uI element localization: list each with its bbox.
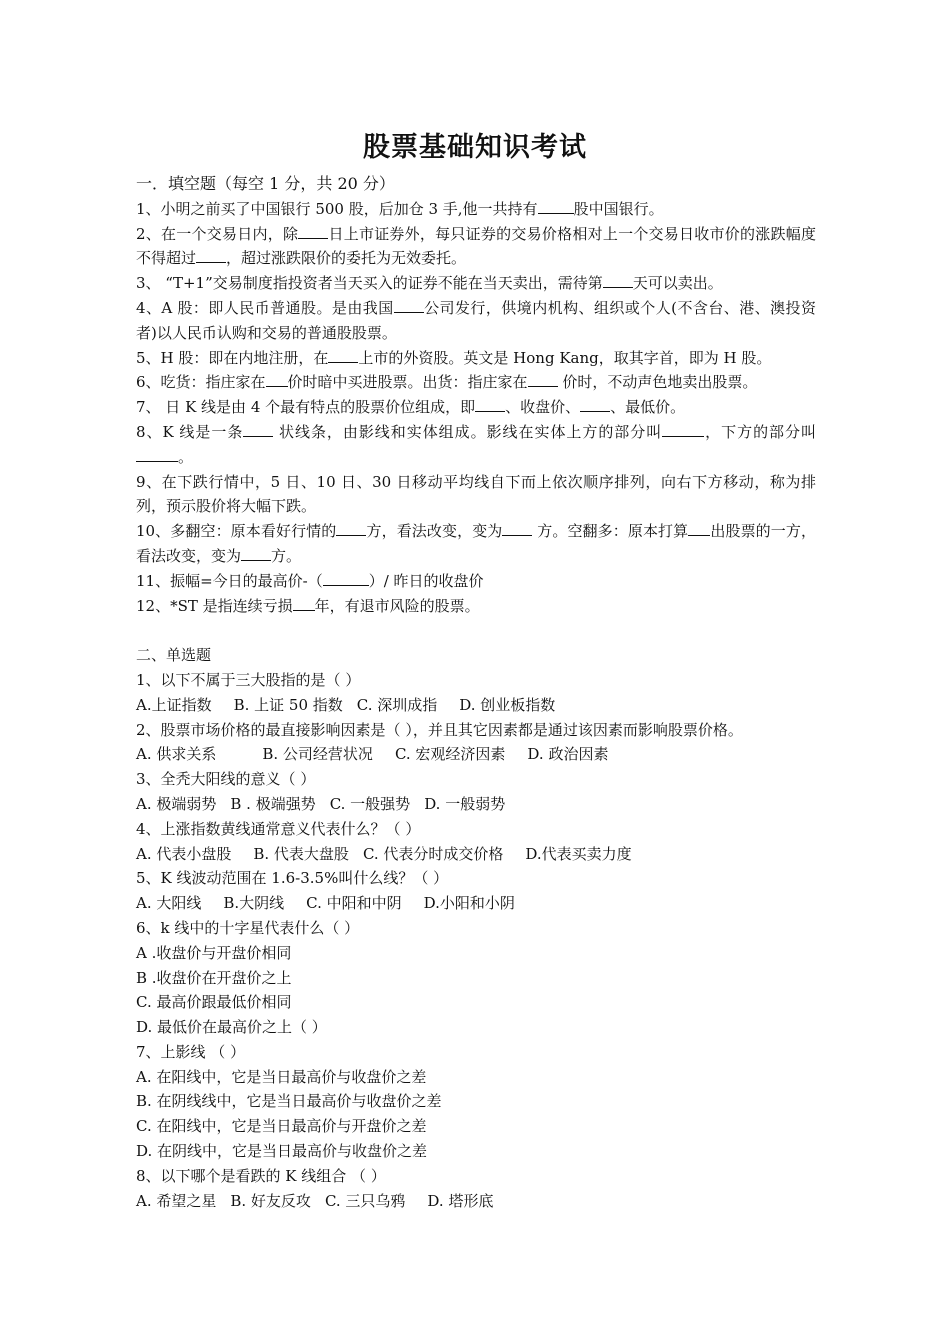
question-2: 2、在一个交易日内，除 日上市证券外，每只证券的交易价格相对上一个交易日收市价的涨跌幅度不得超过 ，超过涨跌限价的委托为无效委托。 [136, 224, 816, 268]
answer-blank[interactable] [336, 520, 366, 536]
option[interactable]: A. 希望之星 [136, 1191, 217, 1210]
option[interactable]: B. 公司经营状况 [262, 745, 373, 764]
question-5: 5、H 股：即在内地注册，在 上市的外资股。英文是 Hong Kang，取其字首，即为 H 股。 [136, 348, 772, 367]
option[interactable]: D. 在阴线中，它是当日最高价与收盘价之差 [136, 1142, 428, 1161]
choice-question: 8、以下哪个是看跌的 K 线组合 （ ） [136, 1166, 386, 1185]
exam-content [136, 172, 816, 1213]
answer-blank[interactable] [662, 421, 704, 437]
option[interactable]: C. 最高价跟最低价相同 [136, 993, 292, 1012]
choice-question: 2、股票市场价格的最直接影响因素是（ ），并且其它因素都是通过该因素而影响股票价格。 [136, 720, 743, 739]
option[interactable]: A. 极端弱势 [136, 794, 217, 813]
answer-blank[interactable] [580, 396, 610, 412]
question-9: 9、在下跌行情中，5 日、10 日、30 日移动平均线自下而上依次顺序排列，向右下方移动，称为排列，预示股价将大幅下跌。 [136, 472, 816, 516]
choice-options [136, 742, 816, 767]
option[interactable]: D. 一般弱势 [424, 794, 506, 813]
option[interactable]: C. 深圳成指 [356, 695, 438, 714]
option[interactable]: B . 极端强势 [230, 794, 316, 813]
choice-options [136, 842, 816, 867]
option[interactable]: C. 一般强势 [329, 794, 411, 813]
option[interactable]: B. 上证 50 指数 [233, 695, 343, 714]
choice-options [136, 693, 816, 718]
choice-options [136, 891, 816, 916]
option[interactable]: A.上证指数 [136, 695, 212, 714]
question-8: 8、K 线是一条 状线条，由影线和实体组成。影线在实体上方的部分叫 ，下方的部分叫。 [136, 422, 816, 466]
option[interactable]: C. 中阳和中阴 [306, 894, 402, 913]
answer-blank[interactable] [136, 446, 178, 462]
answer-blank[interactable] [394, 297, 424, 313]
choice-question: 4、上涨指数黄线通常意义代表什么？（ ） [136, 819, 421, 838]
option[interactable]: C. 宏观经济因素 [394, 745, 506, 764]
choice-options [136, 1189, 816, 1214]
question-3: 3、 “T+1”交易制度指投资者当天买入的证券不能在当天卖出，需待第 天可以卖出。 [136, 274, 723, 293]
option[interactable]: D.代表买卖力度 [525, 844, 632, 863]
answer-blank[interactable] [688, 520, 710, 536]
question-4: 4、A 股：即人民币普通股。是由我国 公司发行，供境内机构、组织或个人(不含台、港、澳投资者)以人民币认购和交易的普通股股票。 [136, 298, 816, 342]
option[interactable]: C. 在阳线中，它是当日最高价与开盘价之差 [136, 1117, 427, 1136]
option[interactable]: B. 在阴线线中，它是当日最高价与收盘价之差 [136, 1092, 442, 1111]
option[interactable]: A. 大阳线 [136, 894, 202, 913]
option[interactable]: C. 代表分时成交价格 [362, 844, 504, 863]
question-6: 6、吃货：指庄家在 价时暗中买进股票。出货：指庄家在 价时，不动声色地卖出股票。 [136, 373, 758, 392]
question-10: 10、多翻空：原本看好行情的 方，看法改变，变为 方。空翻多：原本打算 出股票的一方，看法改变，变为 方。 [136, 522, 816, 565]
option[interactable]: B. 好友反攻 [230, 1191, 311, 1210]
answer-blank[interactable] [603, 272, 633, 288]
answer-blank[interactable] [241, 545, 271, 561]
answer-blank[interactable] [266, 371, 288, 387]
section-heading-fill-in: 一．填空题（每空 1 分，共 20 分） [136, 174, 395, 193]
answer-blank[interactable] [243, 421, 273, 437]
option[interactable]: D. 最低价在最高价之上（ ） [136, 1018, 327, 1037]
question-11: 11、振幅=今日的最高价-（ ）/ 昨日的收盘价 [136, 571, 484, 590]
answer-blank[interactable] [196, 247, 226, 263]
option[interactable]: A. 代表小盘股 [136, 844, 232, 863]
option[interactable]: D.小阳和小阴 [423, 894, 515, 913]
question-1: 1、小明之前买了中国银行 500 股，后加仓 3 手,他一共持有 股中国银行。 [136, 199, 664, 218]
option[interactable]: A. 供求关系 [136, 745, 217, 764]
choice-question: 6、k 线中的十字星代表什么（ ） [136, 918, 360, 937]
answer-blank[interactable] [293, 595, 315, 611]
option[interactable]: D. 政治因素 [527, 745, 609, 764]
answer-blank[interactable] [502, 520, 532, 536]
choice-question: 1、以下不属于三大股指的是（ ） [136, 670, 361, 689]
answer-blank[interactable] [328, 347, 358, 363]
question-7: 7、 日 K 线是由 4 个最有特点的股票价位组成，即 、收盘价、 、最低价。 [136, 398, 686, 417]
option[interactable]: C. 三只乌鸦 [324, 1191, 406, 1210]
section-heading-single-choice: 二、单选题 [136, 646, 212, 665]
answer-blank[interactable] [528, 371, 558, 387]
option[interactable]: B .收盘价在开盘价之上 [136, 968, 292, 987]
option[interactable]: A .收盘价与开盘价相同 [136, 943, 292, 962]
answer-blank[interactable] [323, 570, 369, 586]
answer-blank[interactable] [298, 223, 328, 239]
choice-question: 7、上影线 （ ） [136, 1042, 246, 1061]
choice-question: 5、K 线波动范围在 1.6-3.5%叫什么线？（ ） [136, 869, 449, 888]
section-spacer [136, 618, 816, 643]
answer-blank[interactable] [475, 396, 505, 412]
answer-blank[interactable] [538, 198, 574, 214]
option[interactable]: D. 创业板指数 [459, 695, 556, 714]
option[interactable]: B.大阴线 [223, 894, 285, 913]
choice-question: 3、全秃大阳线的意义（ ） [136, 770, 316, 789]
option[interactable]: B. 代表大盘股 [253, 844, 349, 863]
page-title: 股票基础知识考试 [363, 132, 587, 163]
choice-options [136, 792, 816, 817]
question-12: 12、*ST 是指连续亏损 年，有退市风险的股票。 [136, 596, 480, 615]
option[interactable]: A. 在阳线中，它是当日最高价与收盘价之差 [136, 1067, 427, 1086]
option[interactable]: D. 塔形底 [427, 1191, 494, 1210]
